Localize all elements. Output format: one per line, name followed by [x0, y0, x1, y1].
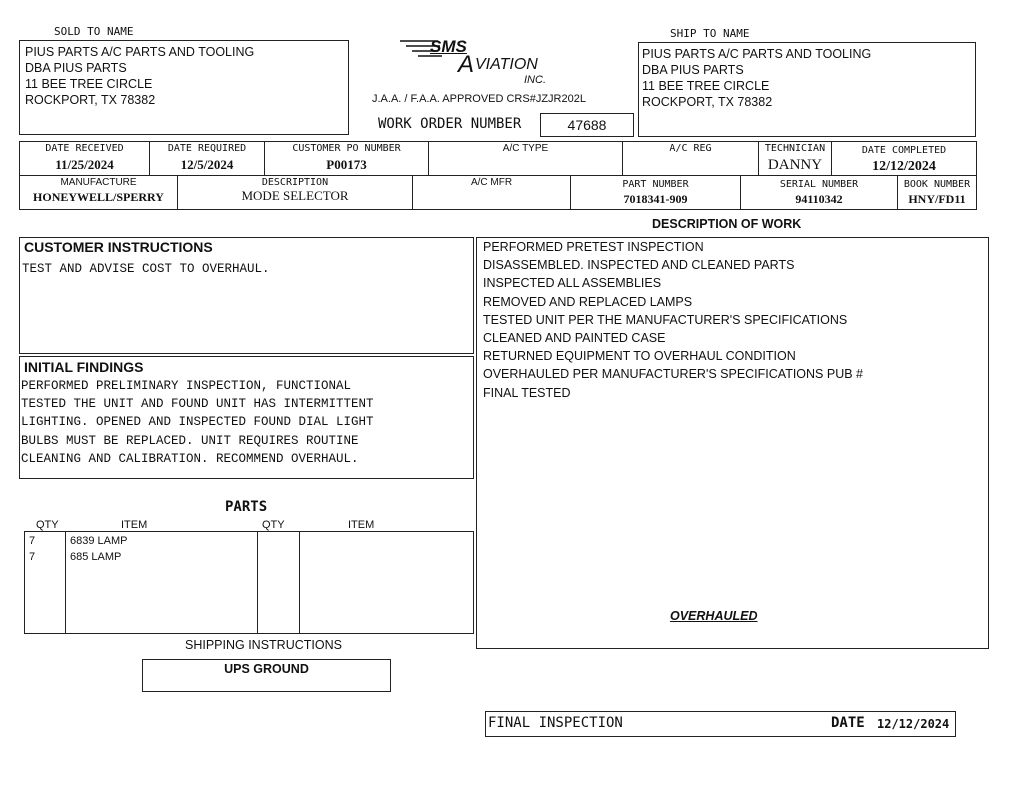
- sold-to-address: [25, 44, 254, 108]
- parts-item-header-2: ITEM: [348, 519, 375, 531]
- customer-po-cell: [265, 142, 429, 175]
- work-order-number: 47688: [567, 117, 607, 133]
- parts-row-item: 6839 LAMP: [70, 535, 128, 547]
- parts-divider: [65, 532, 66, 633]
- finding-line: PERFORMED PRELIMINARY INSPECTION, FUNCTIONAL: [21, 379, 352, 393]
- part-number-label: PART NUMBER: [622, 179, 689, 190]
- ship-to-address: [642, 46, 871, 110]
- serial-number-value: 94110342: [795, 192, 843, 206]
- work-order-label: WORK ORDER NUMBER: [378, 116, 522, 132]
- description-cell: [178, 176, 413, 209]
- customer-instructions-text: TEST AND ADVISE COST TO OVERHAUL.: [22, 262, 270, 276]
- ac-type-label: A/C TYPE: [502, 143, 549, 154]
- date-completed-label: DATE COMPLETED: [861, 145, 947, 156]
- serial-number-cell: [741, 176, 898, 209]
- shipping-method: UPS GROUND: [224, 662, 309, 676]
- logo-sms: SMS: [430, 37, 467, 56]
- sold-to-line: ROCKPORT, TX 78382: [25, 93, 156, 107]
- shipping-instructions-box: [142, 659, 391, 692]
- manufacture-cell: [20, 176, 178, 209]
- parts-item-header-1: ITEM: [121, 519, 148, 531]
- finding-line: CLEANING AND CALIBRATION. RECOMMEND OVERHAUL.: [21, 451, 359, 466]
- customer-instructions-box: [19, 237, 474, 354]
- finding-line: LIGHTING. OPENED AND INSPECTED FOUND DIAL LIGHT: [21, 415, 374, 430]
- parts-divider: [299, 532, 300, 633]
- initial-findings-box: [19, 356, 474, 479]
- ac-type-cell: [429, 142, 623, 175]
- part-number-cell: [571, 176, 741, 209]
- initial-findings-title: INITIAL FINDINGS: [24, 359, 144, 375]
- sold-to-line: DBA PIUS PARTS: [25, 61, 127, 75]
- date-required-cell: [150, 142, 265, 175]
- description-of-work-title: DESCRIPTION OF WORK: [652, 217, 802, 231]
- work-lines: [483, 238, 863, 402]
- finding-line: BULBS MUST BE REPLACED. UNIT REQUIRES ROUTINE: [21, 433, 359, 448]
- work-line: FINAL TESTED: [483, 385, 571, 400]
- parts-qty-header-1: QTY: [36, 519, 59, 531]
- finding-line: TESTED THE UNIT AND FOUND UNIT HAS INTERMITTENT: [21, 397, 374, 412]
- final-inspection-box: [485, 711, 956, 737]
- work-status: OVERHAULED: [670, 609, 758, 623]
- shipping-instructions-label: SHIPPING INSTRUCTIONS: [185, 638, 342, 652]
- customer-po-label: CUSTOMER PO NUMBER: [292, 143, 401, 154]
- book-number-value: HNY/FD11: [908, 192, 966, 206]
- initial-findings-text: [21, 377, 374, 468]
- book-number-cell: [898, 176, 976, 209]
- ship-to-line: ROCKPORT, TX 78382: [642, 95, 773, 109]
- serial-number-label: SERIAL NUMBER: [779, 179, 859, 190]
- sold-to-box: [19, 40, 349, 135]
- date-received-value: 11/25/2024: [55, 157, 114, 172]
- customer-po-value: P00173: [326, 157, 367, 172]
- sold-to-label: SOLD TO NAME: [54, 25, 134, 38]
- date-completed-value: 12/12/2024: [872, 159, 936, 174]
- ship-to-box: [638, 42, 976, 137]
- technician-value: DANNY: [767, 157, 823, 173]
- work-line: DISASSEMBLED. INSPECTED AND CLEANED PARTS: [483, 258, 795, 273]
- parts-qty-header-2: QTY: [262, 519, 285, 531]
- header-row-2: [19, 175, 977, 210]
- manufacture-value: HONEYWELL/SPERRY: [33, 190, 164, 204]
- parts-row-item: 685 LAMP: [70, 551, 122, 563]
- ac-mfr-cell: [413, 176, 571, 209]
- logo-aviation: VIATION: [475, 56, 538, 73]
- ship-to-line: DBA PIUS PARTS: [642, 63, 744, 77]
- sold-to-line: 11 BEE TREE CIRCLE: [25, 77, 153, 91]
- header-row-1: [19, 141, 977, 176]
- ac-reg-cell: [623, 142, 759, 175]
- parts-divider: [257, 532, 258, 633]
- final-inspection-label: FINAL INSPECTION: [488, 715, 623, 731]
- work-line: INSPECTED ALL ASSEMBLIES: [483, 276, 662, 291]
- company-logo: [398, 36, 568, 90]
- parts-title: PARTS: [225, 499, 268, 515]
- parts-row-qty: 7: [29, 551, 36, 563]
- description-of-work-box: [476, 237, 989, 649]
- date-required-label: DATE REQUIRED: [167, 143, 247, 154]
- customer-instructions-title: CUSTOMER INSTRUCTIONS: [24, 239, 213, 255]
- sold-to-line: PIUS PARTS A/C PARTS AND TOOLING: [25, 45, 255, 59]
- work-line: OVERHAULED PER MANUFACTURER'S SPECIFICATIONS PUB #: [483, 367, 863, 382]
- date-received-cell: [20, 142, 150, 175]
- book-number-label: BOOK NUMBER: [903, 179, 971, 190]
- ac-mfr-label: A/C MFR: [470, 177, 513, 188]
- parts-row-qty: 7: [29, 535, 36, 547]
- faa-approval: J.A.A. / F.A.A. APPROVED CRS#JZJR202L: [372, 93, 586, 105]
- work-line: PERFORMED PRETEST INSPECTION: [483, 240, 704, 254]
- work-order-box: [540, 113, 634, 137]
- work-line: RETURNED EQUIPMENT TO OVERHAUL CONDITION: [483, 349, 796, 364]
- parts-table: [24, 531, 474, 634]
- ship-to-label: SHIP TO NAME: [670, 27, 750, 40]
- technician-label: TECHNICIAN: [764, 143, 826, 154]
- work-line: REMOVED AND REPLACED LAMPS: [483, 294, 693, 309]
- technician-cell: [759, 142, 832, 175]
- part-number-value: 7018341-909: [623, 192, 688, 206]
- final-inspection-date: 12/12/2024: [877, 717, 950, 731]
- work-line: CLEANED AND PAINTED CASE: [483, 331, 666, 346]
- final-inspection-date-label: DATE: [831, 715, 865, 731]
- description-value: MODE SELECTOR: [241, 188, 349, 203]
- work-line: TESTED UNIT PER THE MANUFACTURER'S SPECIFICATIONS: [483, 312, 848, 327]
- date-received-label: DATE RECEIVED: [45, 143, 124, 154]
- description-label: DESCRIPTION: [261, 177, 329, 188]
- logo-inc: INC.: [524, 74, 546, 86]
- ship-to-line: PIUS PARTS A/C PARTS AND TOOLING: [642, 47, 872, 61]
- ac-reg-label: A/C REG: [669, 143, 712, 154]
- ship-to-line: 11 BEE TREE CIRCLE: [642, 79, 770, 93]
- manufacture-label: MANUFACTURE: [60, 177, 137, 188]
- logo-a: A: [458, 51, 475, 78]
- date-required-value: 12/5/2024: [180, 157, 234, 172]
- date-completed-cell: [832, 142, 976, 175]
